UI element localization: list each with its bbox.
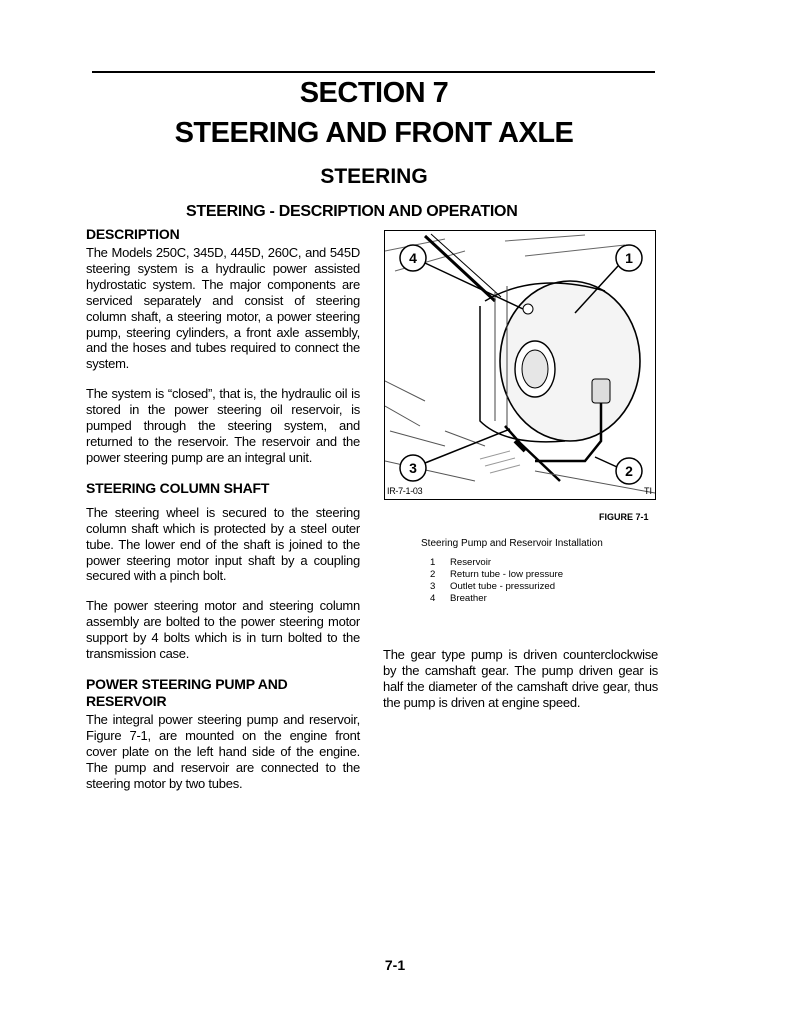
callout-3: 3 (409, 460, 417, 476)
figure-illustration (384, 230, 656, 500)
steering-column-heading: STEERING COLUMN SHAFT (86, 479, 270, 496)
legend-item: 2 Return tube - low pressure (430, 569, 564, 580)
figure-image-label: IR-7-1-03 (387, 486, 423, 496)
legend-item: 4 Breather (430, 593, 487, 604)
figure-number: FIGURE 7-1 (599, 512, 649, 522)
callout-2: 2 (625, 463, 633, 479)
subheading: STEERING (320, 165, 428, 188)
description-paragraph-2: The system is “closed”, that is, the hydraulic oil is stored in the power steering oil reservoir, is pumped through the steering system, and returned to the reservoir. The reservoir and the power steering pump are an integral unit. (86, 386, 360, 465)
figure-legend (430, 557, 563, 605)
legend-item: 1 Reservoir (430, 557, 492, 568)
steering-pump-illustration (385, 231, 655, 499)
pump-reservoir-heading: POWER STEERING PUMP AND RESERVOIR (86, 675, 288, 709)
callout-1: 1 (625, 250, 633, 266)
header-rule (92, 71, 655, 73)
description-heading: DESCRIPTION (86, 226, 180, 242)
right-column (383, 647, 658, 711)
page-number: 7-1 (384, 957, 406, 973)
callout-4: 4 (409, 250, 417, 266)
subsubheading: STEERING - DESCRIPTION AND OPERATION (186, 203, 518, 220)
steering-column-paragraph-1: The steering wheel is secured to the steering column shaft which is protected by a steel outer tube. The lower end of the shaft is joined to the power steering motor input shaft by a coupling secured with a pinch bolt. (86, 504, 360, 584)
pump-reservoir-paragraph-1: The integral power steering pump and reservoir, Figure 7-1, are mounted on the engine front cover plate on the left hand side of the engine. The pump and reservoir are connected to the steering motor by two tubes. (86, 711, 360, 791)
section-title: SECTION 7 (299, 77, 449, 109)
description-paragraph-1: The Models 250C, 345D, 445D, 260C, and 545D steering system is a hydraulic power assisted hydrostatic system. The major components are serviced separately and consist of steering column shaft, a steering motor, a power steering pump, steering cylinders, a front axle assembly, and the hoses and tubes required to connect the system. (86, 245, 360, 372)
pump-reservoir-paragraph-2: The gear type pump is driven counterclockwise by the camshaft gear. The pump driven gear is half the diameter of the camshaft drive gear, thus the pump is driven at engine speed. (383, 647, 658, 710)
chapter-title: STEERING AND FRONT AXLE (174, 117, 574, 149)
figure-image-label-right: TI (644, 486, 652, 496)
legend-item: 3 Outlet tube - pressurized (430, 581, 556, 592)
figure-caption: Steering Pump and Reservoir Installation (421, 538, 603, 549)
left-column (86, 226, 360, 791)
steering-column-paragraph-2: The power steering motor and steering column assembly are bolted to the power steering motor support by 4 bolts which is in turn bolted to the transmission case. (86, 598, 360, 662)
